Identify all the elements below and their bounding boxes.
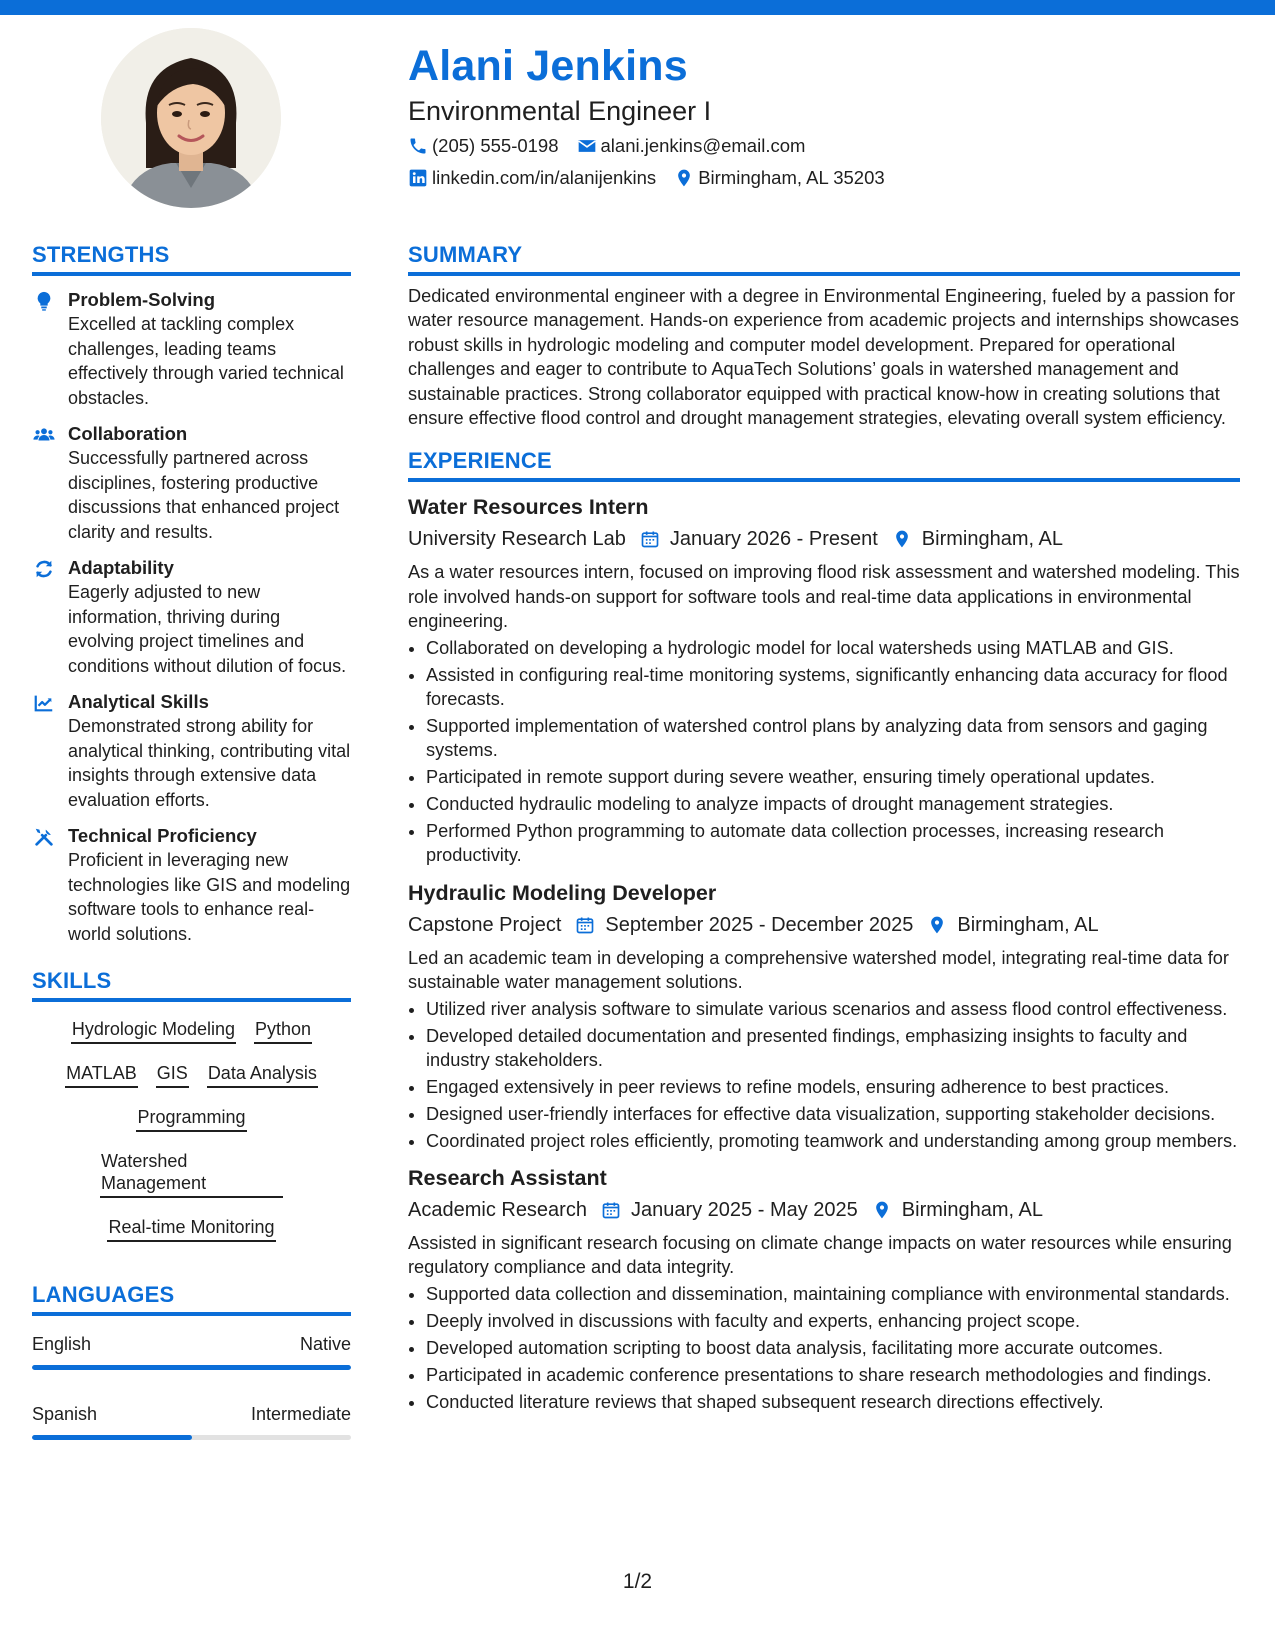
languages-heading: LANGUAGES: [32, 1282, 351, 1316]
strength-desc: Excelled at tackling complex challenges, leading teams effectively through varied technical obstacles.: [68, 314, 344, 408]
language-proficiency-bar: [32, 1435, 351, 1440]
skills-heading: SKILLS: [32, 968, 351, 1002]
job-bullet: • Participated in academic conference presentations to share research methodologies and findings.: [426, 1363, 1240, 1387]
skill-tag: Real-time Monitoring: [107, 1216, 275, 1242]
skill-tag: Programming: [136, 1106, 246, 1132]
language-name: English: [32, 1334, 92, 1354]
job-location: Birmingham, AL: [957, 913, 1099, 936]
job-dates: September 2025 - December 2025: [605, 913, 914, 936]
linkedin-contact[interactable]: [408, 162, 656, 194]
strength-title: Problem-Solving: [68, 289, 215, 310]
envelope-icon: [577, 136, 597, 156]
job-entry: [408, 878, 1240, 1153]
phone-icon: [408, 136, 428, 156]
lightbulb-icon: [33, 290, 55, 312]
skills-list: [32, 1002, 351, 1242]
top-accent-bar: [0, 0, 1275, 15]
summary-heading: SUMMARY: [408, 242, 1240, 276]
job-bullet: • Collaborated on developing a hydrologic model for local watersheds using MATLAB and GIS.: [426, 636, 1240, 660]
job-entry: [408, 492, 1240, 867]
strength-desc: Proficient in leveraging new technologies like GIS and modeling software tools to enhance real-world solutions.: [68, 850, 351, 944]
job-location: Birmingham, AL: [901, 1199, 1043, 1222]
email-text: alani.jenkins@email.com: [600, 135, 806, 156]
strength-title: Technical Proficiency: [68, 825, 257, 846]
tools-icon: [33, 826, 55, 848]
job-meta: [408, 1195, 1240, 1225]
left-column: [32, 242, 351, 1440]
job-bullets: [408, 997, 1240, 1153]
language-level: Native: [299, 1334, 351, 1354]
job-bullet: • Performed Python programming to automate data collection processes, increasing research productivity.: [426, 819, 1240, 868]
job-meta: [408, 524, 1240, 554]
language-level: Intermediate: [250, 1404, 351, 1424]
strength-item: [32, 288, 351, 410]
calendar-icon: [640, 529, 660, 549]
job-bullet: • Participated in remote support during severe weather, ensuring timely operational updates.: [426, 765, 1240, 789]
job-bullets: [408, 1282, 1240, 1414]
job-bullet: • Conducted literature reviews that shaped subsequent research directions effectively.: [426, 1390, 1240, 1414]
language-proficiency-bar: [32, 1365, 351, 1370]
strength-item: [32, 422, 351, 544]
resume-header: [408, 40, 1248, 194]
right-column: [408, 242, 1240, 1416]
map-pin-icon: [674, 168, 694, 188]
phone-text: (205) 555-0198: [432, 135, 559, 156]
language-proficiency-fill: [32, 1365, 351, 1370]
location-contact: [674, 162, 884, 194]
job-bullet: • Developed detailed documentation and presented findings, emphasizing insights to faculty and industry stakeholders.: [426, 1024, 1240, 1073]
job-bullet: • Designed user-friendly interfaces for effective data visualization, supporting stakeholder decisions.: [426, 1102, 1240, 1126]
location-text: Birmingham, AL 35203: [698, 167, 885, 188]
job-bullet: • Utilized river analysis software to simulate various scenarios and assess flood control effectiveness.: [426, 997, 1240, 1021]
chart-line-icon: [33, 692, 55, 714]
language-proficiency-fill: [32, 1435, 192, 1440]
job-bullet: • Conducted hydraulic modeling to analyze impacts of drought management strategies.: [426, 792, 1240, 816]
skill-tag: GIS: [156, 1062, 189, 1088]
linkedin-icon: [408, 168, 428, 188]
job-description: Led an academic team in developing a comprehensive watershed model, integrating real-time data for sustainable water management solutions.: [408, 947, 1229, 993]
strength-desc: Successfully partnered across disciplines, fostering productive discussions that enhanced project clarity and results.: [68, 448, 340, 542]
candidate-name: Alani Jenkins: [408, 42, 688, 90]
strength-title: Collaboration: [68, 423, 188, 444]
language-item: [32, 1332, 351, 1370]
map-pin-icon: [872, 1200, 892, 1220]
strength-item: [32, 556, 351, 678]
job-bullet: • Assisted in configuring real-time monitoring systems, significantly enhancing data accuracy for flood forecasts.: [426, 663, 1240, 712]
map-pin-icon: [927, 915, 947, 935]
strength-desc: Eagerly adjusted to new information, thriving during evolving project timelines and conditions without dilution of focus.: [68, 582, 347, 676]
job-bullet: • Supported data collection and dissemination, maintaining compliance with environmental standards.: [426, 1282, 1240, 1306]
skill-tag: Watershed Management: [100, 1150, 283, 1198]
strength-title: Analytical Skills: [68, 691, 209, 712]
language-name: Spanish: [32, 1404, 98, 1424]
job-bullets: [408, 636, 1240, 868]
skill-tag: Hydrologic Modeling: [71, 1018, 236, 1044]
job-dates: January 2026 - Present: [669, 528, 878, 551]
language-item: [32, 1402, 351, 1440]
strength-item: [32, 690, 351, 812]
job-location: Birmingham, AL: [921, 528, 1063, 551]
job-dates: January 2025 - May 2025: [630, 1199, 858, 1222]
job-description: Assisted in significant research focusing on climate change impacts on water resources while ensuring regulatory compliance and data integrity.: [408, 1233, 1232, 1278]
candidate-title: Environmental Engineer I: [408, 96, 712, 126]
strengths-heading: STRENGTHS: [32, 242, 351, 276]
contact-row-2: [408, 162, 1248, 194]
linkedin-text: linkedin.com/in/alanijenkins: [432, 167, 657, 188]
skill-tag: MATLAB: [65, 1062, 138, 1088]
job-title: Water Resources Intern: [408, 495, 649, 520]
email-contact[interactable]: [577, 130, 806, 162]
job-bullet: • Engaged extensively in peer reviews to refine models, ensuring adherence to best practices.: [426, 1075, 1240, 1099]
experience-heading: EXPERIENCE: [408, 448, 1240, 482]
strength-item: [32, 824, 351, 946]
job-bullet: • Deeply involved in discussions with faculty and experts, enhancing project scope.: [426, 1309, 1240, 1333]
job-bullet: • Developed automation scripting to boost data analysis, facilitating more accurate outcomes.: [426, 1336, 1240, 1360]
skill-tag: Python: [254, 1018, 312, 1044]
job-title: Hydraulic Modeling Developer: [408, 880, 717, 905]
job-org: Academic Research: [408, 1199, 587, 1222]
job-bullet: • Coordinated project roles efficiently, promoting teamwork and understanding among group members.: [426, 1129, 1240, 1153]
job-bullet: • Supported implementation of watershed control plans by analyzing data from sensors and gaging systems.: [426, 714, 1240, 763]
calendar-icon: [601, 1200, 621, 1220]
job-org: University Research Lab: [408, 528, 626, 551]
strength-title: Adaptability: [68, 557, 174, 578]
page-number: 1/2: [622, 1570, 653, 1593]
phone-contact: [408, 130, 559, 162]
job-meta: [408, 910, 1240, 940]
job-description: As a water resources intern, focused on improving flood risk assessment and watershed modeling. This role involved hands-on support for software tools and real-time data applications in environmental engineering.: [408, 562, 1240, 632]
job-org: Capstone Project: [408, 913, 562, 936]
users-icon: [33, 424, 55, 446]
profile-photo: [101, 28, 281, 208]
job-entry: [408, 1163, 1240, 1414]
calendar-icon: [575, 915, 595, 935]
summary-text: Dedicated environmental engineer with a degree in Environmental Engineering, fueled by a passion for water resource management. Hands-on experience from academic projects and internships showcases robust skills in hydrologic modeling and computer model development. Prepared for operational challenges and eager to contribute to AquaTech Solutions’ goals in watershed management and sustainable practices. Strong collaborator equipped with practical know-how in creating solutions that ensure effective flood control and drought management strategies, elevating overall system efficiency.: [408, 286, 1239, 429]
refresh-icon: [33, 558, 55, 580]
contact-row-1: [408, 130, 1248, 162]
skill-tag: Data Analysis: [207, 1062, 318, 1088]
strength-desc: Demonstrated strong ability for analytical thinking, contributing vital insights through extensive data evaluation efforts.: [68, 716, 351, 810]
job-title: Research Assistant: [408, 1166, 607, 1191]
map-pin-icon: [892, 529, 912, 549]
